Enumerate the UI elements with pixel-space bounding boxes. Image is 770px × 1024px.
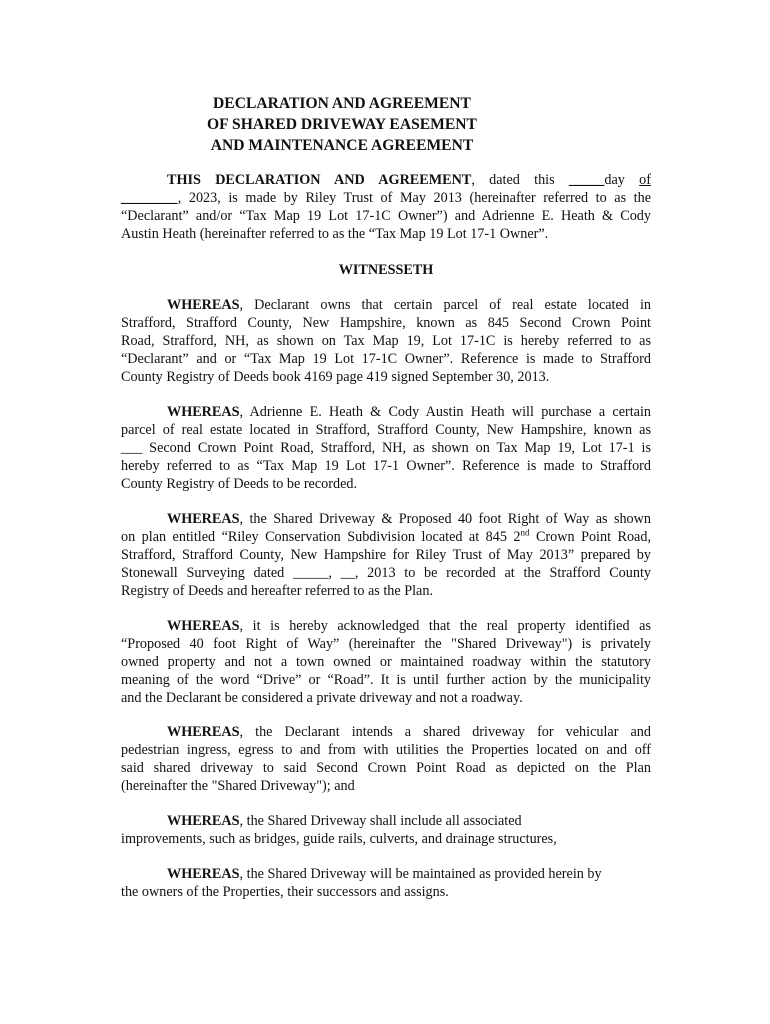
whereas-paragraph-1: WHEREAS, Declarant owns that certain parcel of real estate located in Strafford, Strafford County, New Hampshire, known as 845 Second Crown Point Road, Strafford, NH, as shown on Tax Map 19, Lot 17-1C is hereby referred to as “Declarant” and or “Tax Map 19 Lot 17-1C Owner”. Reference is made to Strafford County Registry of Deeds book 4169 page 419 signed September 30, 2013. bbox=[121, 297, 651, 385]
intro-paragraph: THIS DECLARATION AND AGREEMENT, dated this _____day of ________, 2023, is made by Riley Trust of May 2013 (hereinafter referred to as the “Declarant” and/or “Tax Map 19 Lot 17-1C Owner”) and Adrienne E. Heath & Cody Austin Heath (hereinafter referred to as the “Tax Map 19 Lot 17-1 Owner”. bbox=[121, 172, 651, 242]
whereas-paragraph-3: WHEREAS, the Shared Driveway & Proposed 40 foot Right of Way as shown on plan entitled “Riley Conservation Subdivision located at 845 2nd Crown Point Road, Strafford, Strafford County, New Hampshire for Riley Trust of May 2013” prepared by Stonewall Surveying dated _____, __, 2013 to be recorded at the Strafford County Registry of Deeds and hereafter referred to as the Plan. bbox=[121, 511, 651, 599]
title-line-1: DECLARATION AND AGREEMENT bbox=[213, 95, 471, 112]
whereas-paragraph-2: WHEREAS, Adrienne E. Heath & Cody Austin Heath will purchase a certain parcel of real estate located in Strafford, Strafford County, New Hampshire, known as ___ Second Crown Point Road, Strafford, NH, as shown on Tax Map 19, Lot 17-1 is hereby referred to as “Tax Map 19 Lot 17-1 Owner”. Reference is made to Strafford County Registry of Deeds to be recorded. bbox=[121, 404, 651, 492]
document-title bbox=[0, 93, 684, 156]
whereas-paragraph-7: WHEREAS, the Shared Driveway will be maintained as provided herein by the owners of the Properties, their successors and assigns. bbox=[121, 866, 602, 900]
witnesseth-heading: WITNESSETH bbox=[338, 262, 434, 278]
title-line-2: OF SHARED DRIVEWAY EASEMENT bbox=[207, 116, 477, 133]
day-blank: _____ bbox=[568, 172, 605, 188]
whereas-paragraph-6: WHEREAS, the Shared Driveway shall include all associated improvements, such as bridges, guide rails, culverts, and drainage structures, bbox=[121, 813, 557, 847]
month-blank: ________, bbox=[121, 189, 182, 206]
whereas-paragraph-5: WHEREAS, the Declarant intends a shared driveway for vehicular and pedestrian ingress, egress to and from with utilities the Properties located on and off said shared driveway to said Second Crown Point Road as depicted on the Plan (hereinafter the "Shared Driveway"); and bbox=[121, 724, 651, 794]
title-line-3: AND MAINTENANCE AGREEMENT bbox=[210, 137, 474, 154]
intro-bold: THIS DECLARATION AND AGREEMENT bbox=[167, 172, 472, 188]
whereas-paragraph-4: WHEREAS, it is hereby acknowledged that the real property identified as “Proposed 40 foot Right of Way” (hereinafter the "Shared Driveway") is privately owned property and not a town owned or maintained roadway within the statutory meaning of the word “Drive” or “Road”. It is until further action by the municipality and the Declarant be considered a private driveway and not a roadway. bbox=[121, 618, 651, 706]
